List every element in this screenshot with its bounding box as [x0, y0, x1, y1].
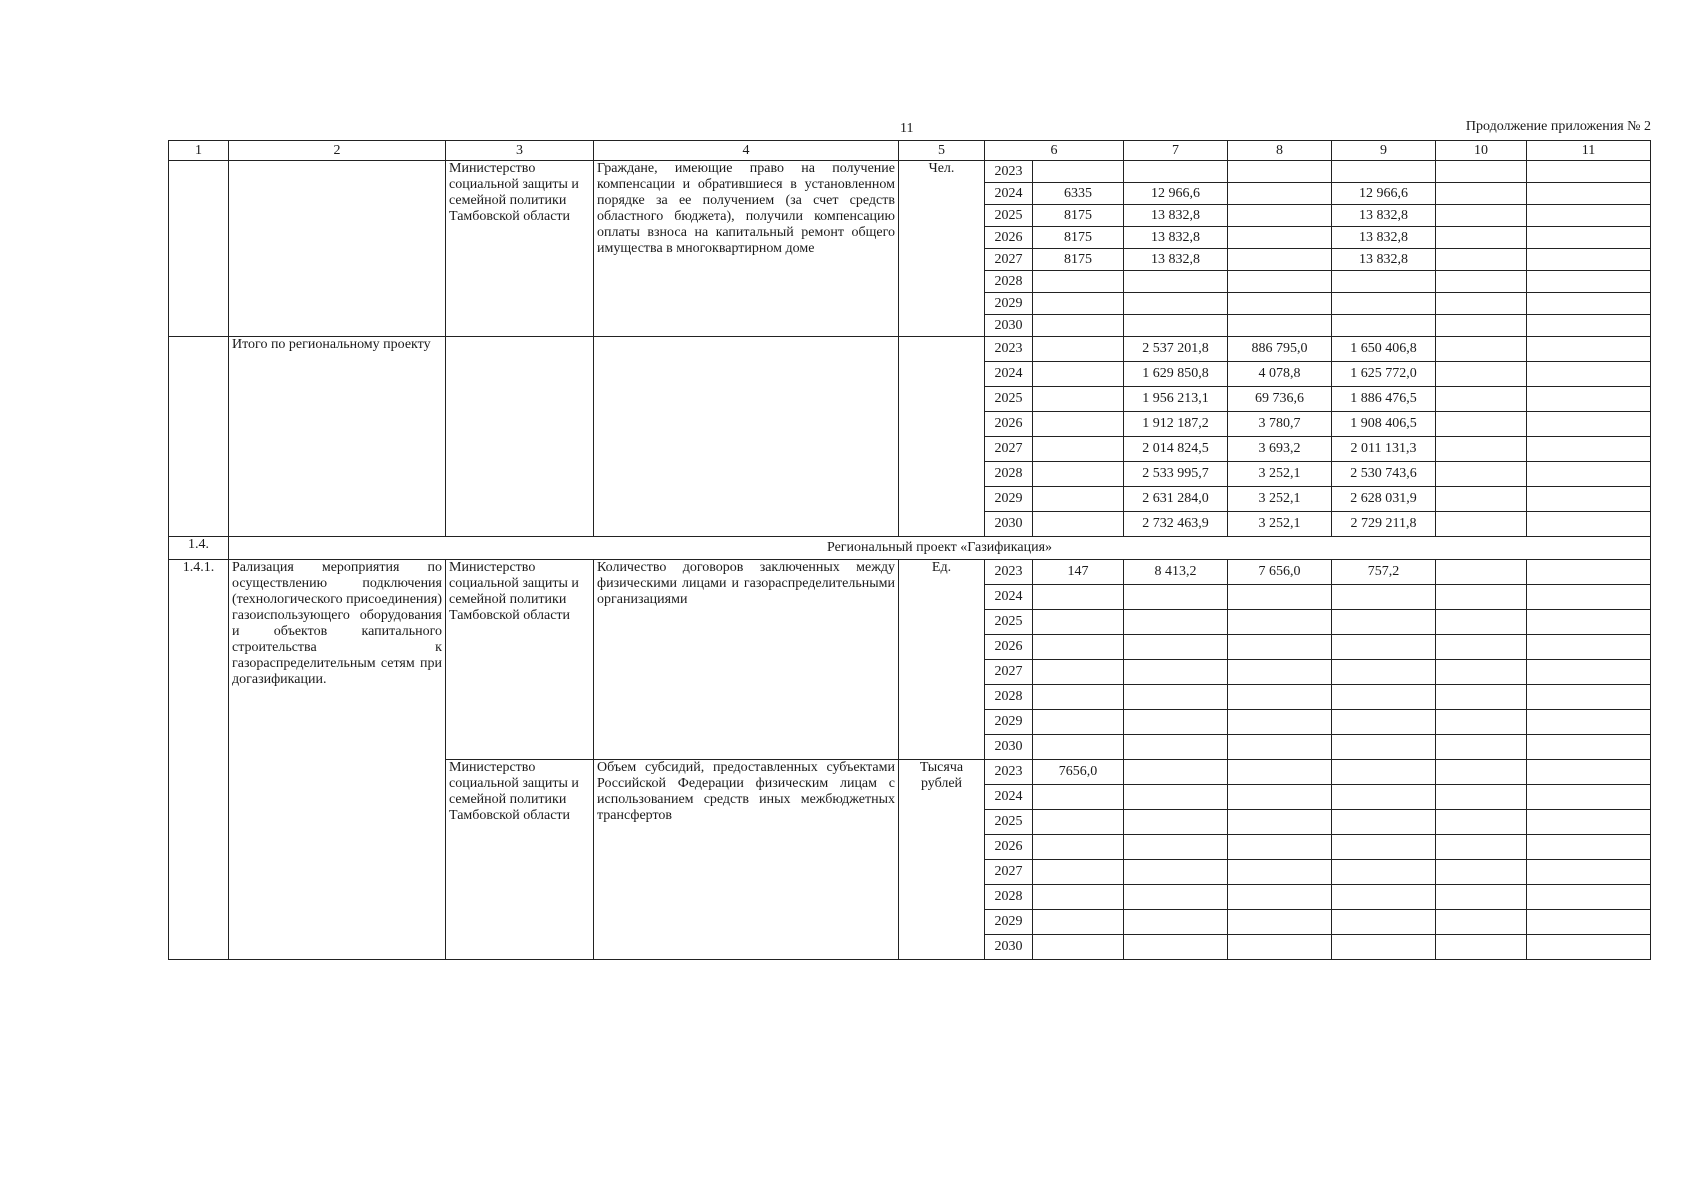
value-cell [1332, 610, 1436, 635]
value-cell: 7 656,0 [1228, 560, 1332, 585]
value-cell [1436, 183, 1527, 205]
value-cell: 2 011 131,3 [1332, 437, 1436, 462]
value-cell [1527, 412, 1651, 437]
program-table [168, 140, 1651, 960]
value-cell [1527, 249, 1651, 271]
value-cell [1228, 785, 1332, 810]
value-cell [1228, 635, 1332, 660]
year-cell: 2027 [985, 860, 1033, 885]
year-cell: 2027 [985, 249, 1033, 271]
year-cell: 2028 [985, 462, 1033, 487]
value-cell: 2 631 284,0 [1124, 487, 1228, 512]
value-cell [1436, 585, 1527, 610]
value-cell [1527, 362, 1651, 387]
value-cell: 6335 [1033, 183, 1124, 205]
value-cell [1033, 337, 1124, 362]
row-number-cell [169, 161, 229, 337]
value-cell [1436, 785, 1527, 810]
value-cell [1228, 810, 1332, 835]
value-cell [1124, 885, 1228, 910]
value-cell [1527, 760, 1651, 785]
value-cell [1332, 635, 1436, 660]
header-cell: 2 [229, 141, 446, 161]
year-cell: 2025 [985, 205, 1033, 227]
value-cell [1033, 685, 1124, 710]
year-cell: 2024 [985, 362, 1033, 387]
section-number: 1.4. [169, 537, 229, 560]
value-cell: 2 014 824,5 [1124, 437, 1228, 462]
value-cell [1124, 810, 1228, 835]
value-cell: 3 252,1 [1228, 512, 1332, 537]
value-cell: 8175 [1033, 205, 1124, 227]
header-cell: 11 [1527, 141, 1651, 161]
value-cell: 13 832,8 [1332, 227, 1436, 249]
indicator-cell [594, 337, 899, 537]
executor-cell: Министерство социальной защиты и семейной политики Тамбовской области [446, 161, 594, 337]
value-cell: 69 736,6 [1228, 387, 1332, 412]
value-cell [1033, 293, 1124, 315]
value-cell [1228, 685, 1332, 710]
value-cell [1436, 910, 1527, 935]
value-cell: 1 912 187,2 [1124, 412, 1228, 437]
value-cell: 2 729 211,8 [1332, 512, 1436, 537]
unit-cell: Ед. [899, 560, 985, 760]
value-cell [1033, 710, 1124, 735]
value-cell [1527, 560, 1651, 585]
value-cell [1033, 910, 1124, 935]
year-cell: 2023 [985, 560, 1033, 585]
value-cell [1436, 462, 1527, 487]
year-cell: 2029 [985, 487, 1033, 512]
header-cell: 1 [169, 141, 229, 161]
value-cell [1124, 735, 1228, 760]
header-cell: 6 [985, 141, 1124, 161]
header-cell: 7 [1124, 141, 1228, 161]
value-cell [1436, 685, 1527, 710]
value-cell [1332, 293, 1436, 315]
value-cell [1228, 183, 1332, 205]
value-cell [1436, 710, 1527, 735]
value-cell [1228, 885, 1332, 910]
value-cell [1124, 271, 1228, 293]
value-cell [1332, 835, 1436, 860]
unit-cell: Тысяча рублей [899, 760, 985, 960]
value-cell [1436, 635, 1527, 660]
value-cell [1228, 227, 1332, 249]
year-cell: 2027 [985, 660, 1033, 685]
value-cell [1332, 935, 1436, 960]
value-cell [1033, 315, 1124, 337]
value-cell [1124, 835, 1228, 860]
value-cell [1228, 249, 1332, 271]
value-cell [1228, 271, 1332, 293]
value-cell [1436, 315, 1527, 337]
value-cell [1124, 910, 1228, 935]
value-cell [1527, 205, 1651, 227]
year-cell: 2026 [985, 412, 1033, 437]
value-cell [1332, 785, 1436, 810]
page-number: 11 [900, 121, 914, 136]
value-cell [1527, 315, 1651, 337]
value-cell [1228, 710, 1332, 735]
year-cell: 2023 [985, 337, 1033, 362]
table-row [169, 337, 1651, 362]
value-cell [1124, 293, 1228, 315]
value-cell: 1 956 213,1 [1124, 387, 1228, 412]
value-cell [1527, 183, 1651, 205]
value-cell: 3 693,2 [1228, 437, 1332, 462]
value-cell [1124, 785, 1228, 810]
header-cell: 5 [899, 141, 985, 161]
value-cell [1124, 315, 1228, 337]
value-cell [1436, 337, 1527, 362]
year-cell: 2026 [985, 227, 1033, 249]
value-cell [1332, 860, 1436, 885]
value-cell [1527, 885, 1651, 910]
value-cell [1033, 785, 1124, 810]
value-cell [1527, 910, 1651, 935]
value-cell: 8175 [1033, 227, 1124, 249]
value-cell [1228, 760, 1332, 785]
year-cell: 2029 [985, 910, 1033, 935]
value-cell [1436, 271, 1527, 293]
year-cell: 2024 [985, 785, 1033, 810]
value-cell [1436, 735, 1527, 760]
value-cell [1436, 205, 1527, 227]
value-cell: 13 832,8 [1124, 205, 1228, 227]
year-cell: 2023 [985, 760, 1033, 785]
year-cell: 2027 [985, 437, 1033, 462]
value-cell [1436, 935, 1527, 960]
value-cell [1436, 835, 1527, 860]
section-row [169, 537, 1651, 560]
year-cell: 2028 [985, 685, 1033, 710]
value-cell [1436, 487, 1527, 512]
header-cell: 3 [446, 141, 594, 161]
value-cell [1436, 437, 1527, 462]
year-cell: 2029 [985, 710, 1033, 735]
table-row [169, 560, 1651, 585]
value-cell [1527, 685, 1651, 710]
value-cell [1124, 635, 1228, 660]
value-cell [1228, 315, 1332, 337]
value-cell [1033, 487, 1124, 512]
value-cell [1033, 935, 1124, 960]
value-cell: 13 832,8 [1124, 227, 1228, 249]
value-cell [1436, 387, 1527, 412]
value-cell [1124, 760, 1228, 785]
value-cell [1332, 710, 1436, 735]
value-cell [1527, 660, 1651, 685]
value-cell: 2 537 201,8 [1124, 337, 1228, 362]
value-cell [1527, 835, 1651, 860]
header-cell: 9 [1332, 141, 1436, 161]
value-cell [1527, 487, 1651, 512]
value-cell [1527, 437, 1651, 462]
value-cell: 3 252,1 [1228, 462, 1332, 487]
value-cell [1228, 161, 1332, 183]
executor-cell: Министерство социальной защиты и семейной политики Тамбовской области [446, 760, 594, 960]
value-cell: 8 413,2 [1124, 560, 1228, 585]
value-cell [1228, 735, 1332, 760]
year-cell: 2030 [985, 935, 1033, 960]
value-cell [1228, 935, 1332, 960]
executor-cell [446, 337, 594, 537]
value-cell: 13 832,8 [1124, 249, 1228, 271]
value-cell [1436, 161, 1527, 183]
value-cell [1033, 512, 1124, 537]
value-cell [1033, 387, 1124, 412]
value-cell: 13 832,8 [1332, 249, 1436, 271]
value-cell: 2 628 031,9 [1332, 487, 1436, 512]
value-cell [1332, 810, 1436, 835]
value-cell [1033, 161, 1124, 183]
value-cell [1033, 462, 1124, 487]
value-cell [1033, 271, 1124, 293]
value-cell [1436, 293, 1527, 315]
year-cell: 2024 [985, 183, 1033, 205]
value-cell: 1 625 772,0 [1332, 362, 1436, 387]
value-cell [1527, 610, 1651, 635]
value-cell [1436, 660, 1527, 685]
value-cell [1527, 935, 1651, 960]
value-cell: 7656,0 [1033, 760, 1124, 785]
value-cell [1033, 735, 1124, 760]
value-cell [1033, 362, 1124, 387]
value-cell [1033, 810, 1124, 835]
value-cell [1124, 935, 1228, 960]
value-cell [1033, 412, 1124, 437]
event-name-cell [229, 161, 446, 337]
value-cell [1332, 660, 1436, 685]
value-cell [1124, 710, 1228, 735]
value-cell [1436, 227, 1527, 249]
value-cell [1527, 512, 1651, 537]
value-cell [1033, 437, 1124, 462]
value-cell [1527, 735, 1651, 760]
value-cell [1527, 227, 1651, 249]
year-cell: 2030 [985, 512, 1033, 537]
value-cell [1527, 293, 1651, 315]
event-name-cell: Рализация мероприятия по осуществлению подключения (технологического присоединения) газоиспользующего оборудования и объектов капитального строительства к газораспределительным сетям при догазификации. [229, 560, 446, 960]
value-cell [1527, 710, 1651, 735]
value-cell [1228, 610, 1332, 635]
value-cell [1033, 885, 1124, 910]
value-cell [1436, 560, 1527, 585]
year-cell: 2023 [985, 161, 1033, 183]
value-cell [1124, 585, 1228, 610]
year-cell: 2030 [985, 315, 1033, 337]
header-row [169, 141, 1651, 161]
value-cell: 12 966,6 [1124, 183, 1228, 205]
value-cell [1436, 860, 1527, 885]
value-cell [1228, 293, 1332, 315]
value-cell [1332, 271, 1436, 293]
section-title: Региональный проект «Газификация» [229, 537, 1651, 560]
value-cell [1527, 785, 1651, 810]
value-cell: 8175 [1033, 249, 1124, 271]
table-row [169, 161, 1651, 183]
value-cell [1527, 585, 1651, 610]
year-cell: 2025 [985, 610, 1033, 635]
value-cell [1527, 337, 1651, 362]
value-cell [1332, 685, 1436, 710]
year-cell: 2029 [985, 293, 1033, 315]
indicator-cell: Граждане, имеющие право на получение компенсации и обратившиеся в установленном порядке за ее получением (за счет средств областного бюджета), получили компенсацию оплаты взноса на капитальный ремонт общего имущества в многоквартирном доме [594, 161, 899, 337]
value-cell [1033, 835, 1124, 860]
year-cell: 2025 [985, 810, 1033, 835]
value-cell [1332, 910, 1436, 935]
indicator-cell: Количество договоров заключенных между физическими лицами и газораспределительными организациями [594, 560, 899, 760]
value-cell [1332, 735, 1436, 760]
value-cell [1124, 860, 1228, 885]
value-cell [1527, 387, 1651, 412]
value-cell [1033, 660, 1124, 685]
value-cell [1124, 660, 1228, 685]
header-cell: 8 [1228, 141, 1332, 161]
value-cell [1436, 610, 1527, 635]
value-cell [1228, 660, 1332, 685]
year-cell: 2026 [985, 835, 1033, 860]
value-cell [1228, 860, 1332, 885]
value-cell: 2 732 463,9 [1124, 512, 1228, 537]
row-number-cell [169, 337, 229, 537]
value-cell [1033, 585, 1124, 610]
executor-cell: Министерство социальной защиты и семейной политики Тамбовской области [446, 560, 594, 760]
value-cell [1436, 249, 1527, 271]
value-cell [1332, 315, 1436, 337]
value-cell [1033, 860, 1124, 885]
year-cell: 2025 [985, 387, 1033, 412]
value-cell [1527, 635, 1651, 660]
value-cell [1033, 610, 1124, 635]
continuation-note: Продолжение приложения № 2 [1465, 119, 1651, 134]
value-cell [1436, 512, 1527, 537]
value-cell [1436, 810, 1527, 835]
value-cell: 1 886 476,5 [1332, 387, 1436, 412]
value-cell [1124, 161, 1228, 183]
value-cell: 2 533 995,7 [1124, 462, 1228, 487]
value-cell [1527, 860, 1651, 885]
value-cell: 1 650 406,8 [1332, 337, 1436, 362]
value-cell [1527, 161, 1651, 183]
value-cell [1436, 362, 1527, 387]
header-cell: 10 [1436, 141, 1527, 161]
value-cell: 3 780,7 [1228, 412, 1332, 437]
year-cell: 2028 [985, 271, 1033, 293]
value-cell [1527, 810, 1651, 835]
value-cell: 886 795,0 [1228, 337, 1332, 362]
indicator-cell: Объем субсидий, предоставленных субъектами Российской Федерации физическим лицам с использованием средств иных межбюджетных трансфертов [594, 760, 899, 960]
item-number-cell: 1.4.1. [169, 560, 229, 960]
value-cell [1332, 885, 1436, 910]
value-cell [1527, 462, 1651, 487]
value-cell [1124, 610, 1228, 635]
value-cell: 1 629 850,8 [1124, 362, 1228, 387]
value-cell [1228, 910, 1332, 935]
event-name-cell: Итого по региональному проекту [229, 337, 446, 537]
value-cell [1436, 760, 1527, 785]
unit-cell: Чел. [899, 161, 985, 337]
value-cell [1228, 205, 1332, 227]
value-cell: 12 966,6 [1332, 183, 1436, 205]
unit-cell [899, 337, 985, 537]
value-cell [1332, 585, 1436, 610]
value-cell [1332, 161, 1436, 183]
value-cell: 147 [1033, 560, 1124, 585]
year-cell: 2030 [985, 735, 1033, 760]
value-cell [1436, 412, 1527, 437]
header-cell: 4 [594, 141, 899, 161]
value-cell [1332, 760, 1436, 785]
value-cell: 2 530 743,6 [1332, 462, 1436, 487]
value-cell [1124, 685, 1228, 710]
value-cell [1527, 271, 1651, 293]
value-cell: 757,2 [1332, 560, 1436, 585]
value-cell: 1 908 406,5 [1332, 412, 1436, 437]
value-cell [1436, 885, 1527, 910]
value-cell: 4 078,8 [1228, 362, 1332, 387]
value-cell: 13 832,8 [1332, 205, 1436, 227]
year-cell: 2026 [985, 635, 1033, 660]
value-cell [1228, 585, 1332, 610]
year-cell: 2024 [985, 585, 1033, 610]
value-cell: 3 252,1 [1228, 487, 1332, 512]
value-cell [1033, 635, 1124, 660]
year-cell: 2028 [985, 885, 1033, 910]
value-cell [1228, 835, 1332, 860]
